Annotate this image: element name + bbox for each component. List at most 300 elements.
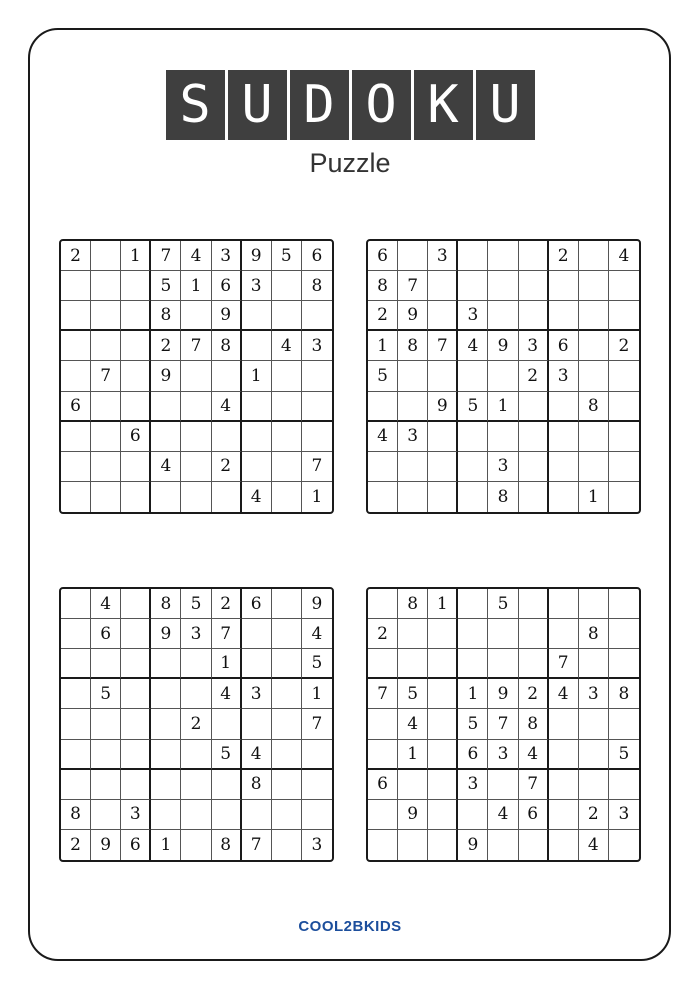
sudoku-cell[interactable]: 2 xyxy=(609,331,639,361)
sudoku-cell[interactable]: 3 xyxy=(242,271,272,301)
sudoku-cell[interactable]: 2 xyxy=(368,301,398,331)
sudoku-cell[interactable]: 3 xyxy=(488,452,518,482)
sudoku-cell[interactable]: 1 xyxy=(181,271,211,301)
sudoku-cell[interactable] xyxy=(609,649,639,679)
sudoku-cell[interactable]: 7 xyxy=(91,361,121,391)
sudoku-cell[interactable] xyxy=(549,800,579,830)
sudoku-cell[interactable]: 4 xyxy=(272,331,302,361)
sudoku-cell[interactable] xyxy=(488,271,518,301)
sudoku-cell[interactable]: 7 xyxy=(302,709,332,739)
sudoku-cell[interactable]: 8 xyxy=(488,482,518,512)
sudoku-cell[interactable]: 1 xyxy=(121,241,151,271)
sudoku-cell[interactable] xyxy=(579,241,609,271)
sudoku-cell[interactable] xyxy=(368,830,398,860)
sudoku-cell[interactable] xyxy=(181,422,211,452)
sudoku-cell[interactable]: 5 xyxy=(302,649,332,679)
sudoku-cell[interactable] xyxy=(151,740,181,770)
sudoku-cell[interactable] xyxy=(302,422,332,452)
sudoku-cell[interactable]: 3 xyxy=(242,679,272,709)
sudoku-cell[interactable]: 1 xyxy=(488,392,518,422)
sudoku-cell[interactable]: 1 xyxy=(151,830,181,860)
sudoku-cell[interactable] xyxy=(549,301,579,331)
sudoku-cell[interactable] xyxy=(61,770,91,800)
sudoku-cell[interactable] xyxy=(488,422,518,452)
sudoku-cell[interactable] xyxy=(549,740,579,770)
sudoku-cell[interactable] xyxy=(579,301,609,331)
sudoku-cell[interactable]: 7 xyxy=(181,331,211,361)
sudoku-cell[interactable] xyxy=(61,482,91,512)
sudoku-cell[interactable]: 4 xyxy=(91,589,121,619)
sudoku-cell[interactable] xyxy=(151,392,181,422)
sudoku-cell[interactable]: 7 xyxy=(519,770,549,800)
sudoku-cell[interactable] xyxy=(549,619,579,649)
sudoku-cell[interactable]: 3 xyxy=(609,800,639,830)
sudoku-cell[interactable]: 6 xyxy=(121,830,151,860)
sudoku-cell[interactable]: 3 xyxy=(458,301,488,331)
sudoku-cell[interactable] xyxy=(428,619,458,649)
sudoku-cell[interactable] xyxy=(212,361,242,391)
sudoku-cell[interactable]: 6 xyxy=(549,331,579,361)
sudoku-cell[interactable] xyxy=(609,271,639,301)
sudoku-cell[interactable] xyxy=(488,619,518,649)
sudoku-cell[interactable]: 2 xyxy=(151,331,181,361)
sudoku-cell[interactable] xyxy=(302,800,332,830)
sudoku-cell[interactable] xyxy=(272,709,302,739)
sudoku-cell[interactable] xyxy=(91,392,121,422)
sudoku-cell[interactable] xyxy=(458,800,488,830)
sudoku-cell[interactable] xyxy=(458,482,488,512)
sudoku-cell[interactable] xyxy=(181,649,211,679)
sudoku-cell[interactable]: 3 xyxy=(311,834,323,855)
sudoku-cell[interactable]: 2 xyxy=(549,241,579,271)
sudoku-cell[interactable]: 3 xyxy=(488,740,518,770)
sudoku-cell[interactable]: 5 xyxy=(488,589,518,619)
sudoku-cell[interactable] xyxy=(181,770,211,800)
sudoku-cell[interactable]: 8 xyxy=(151,589,181,619)
sudoku-cell[interactable]: 1 xyxy=(398,740,428,770)
sudoku-cell[interactable] xyxy=(91,301,121,331)
sudoku-cell[interactable] xyxy=(272,589,302,619)
sudoku-cell[interactable] xyxy=(61,271,91,301)
sudoku-cell[interactable]: 8 xyxy=(302,271,332,301)
sudoku-cell[interactable]: 3 xyxy=(428,241,458,271)
sudoku-cell[interactable]: 3 xyxy=(519,331,549,361)
sudoku-cell[interactable] xyxy=(151,649,181,679)
sudoku-cell[interactable]: 2 xyxy=(212,452,242,482)
sudoku-cell[interactable] xyxy=(242,392,272,422)
sudoku-cell[interactable]: 6 xyxy=(519,800,549,830)
sudoku-cell[interactable]: 1 xyxy=(242,361,272,391)
sudoku-cell[interactable] xyxy=(212,709,242,739)
sudoku-cell[interactable]: 9 xyxy=(302,589,332,619)
sudoku-cell[interactable] xyxy=(151,482,181,512)
sudoku-cell[interactable] xyxy=(272,452,302,482)
sudoku-cell[interactable] xyxy=(272,619,302,649)
sudoku-cell[interactable] xyxy=(91,709,121,739)
sudoku-cell[interactable] xyxy=(61,361,91,391)
sudoku-cell[interactable] xyxy=(91,482,121,512)
sudoku-cell[interactable] xyxy=(428,361,458,391)
sudoku-cell[interactable] xyxy=(242,331,272,361)
sudoku-cell[interactable]: 9 xyxy=(212,301,242,331)
sudoku-cell[interactable]: 9 xyxy=(91,830,121,860)
sudoku-cell[interactable] xyxy=(519,241,549,271)
sudoku-cell[interactable] xyxy=(91,452,121,482)
sudoku-cell[interactable] xyxy=(91,331,121,361)
sudoku-cell[interactable] xyxy=(272,770,302,800)
sudoku-cell[interactable] xyxy=(428,271,458,301)
sudoku-cell[interactable] xyxy=(368,709,398,739)
sudoku-cell[interactable] xyxy=(272,361,302,391)
sudoku-cell[interactable]: 3 xyxy=(549,361,579,391)
sudoku-cell[interactable] xyxy=(272,392,302,422)
sudoku-cell[interactable]: 8 xyxy=(61,800,91,830)
sudoku-cell[interactable] xyxy=(91,800,121,830)
sudoku-cell[interactable] xyxy=(428,422,458,452)
sudoku-cell[interactable]: 4 xyxy=(212,392,242,422)
sudoku-cell[interactable] xyxy=(91,271,121,301)
sudoku-cell[interactable]: 8 xyxy=(579,619,609,649)
sudoku-cell[interactable] xyxy=(519,301,549,331)
sudoku-cell[interactable] xyxy=(428,649,458,679)
sudoku-cell[interactable] xyxy=(272,679,302,709)
sudoku-cell[interactable] xyxy=(242,301,272,331)
sudoku-cell[interactable] xyxy=(519,422,549,452)
sudoku-cell[interactable] xyxy=(398,619,428,649)
sudoku-cell[interactable]: 4 xyxy=(181,241,211,271)
sudoku-cell[interactable] xyxy=(242,709,272,739)
sudoku-cell[interactable] xyxy=(272,301,302,331)
sudoku-cell[interactable] xyxy=(151,800,181,830)
sudoku-cell[interactable]: 8 xyxy=(579,392,609,422)
sudoku-cell[interactable]: 4 xyxy=(242,482,272,512)
sudoku-cell[interactable]: 9 xyxy=(488,331,518,361)
sudoku-cell[interactable] xyxy=(368,589,398,619)
sudoku-cell[interactable]: 4 xyxy=(302,619,332,649)
sudoku-cell[interactable] xyxy=(549,830,579,860)
sudoku-cell[interactable] xyxy=(272,271,302,301)
sudoku-cell[interactable] xyxy=(302,770,332,800)
sudoku-cell[interactable] xyxy=(151,679,181,709)
sudoku-cell[interactable] xyxy=(549,271,579,301)
sudoku-cell[interactable]: 5 xyxy=(458,709,488,739)
sudoku-cell[interactable]: 6 xyxy=(212,271,242,301)
sudoku-cell[interactable]: 9 xyxy=(428,392,458,422)
sudoku-cell[interactable] xyxy=(549,709,579,739)
sudoku-cell[interactable]: 4 xyxy=(368,422,398,452)
sudoku-cell[interactable] xyxy=(428,740,458,770)
sudoku-cell[interactable] xyxy=(61,331,91,361)
sudoku-cell[interactable] xyxy=(458,649,488,679)
sudoku-cell[interactable] xyxy=(488,361,518,391)
sudoku-cell[interactable] xyxy=(121,452,151,482)
sudoku-cell[interactable] xyxy=(609,422,639,452)
sudoku-cell[interactable]: 9 xyxy=(398,301,428,331)
sudoku-cell[interactable] xyxy=(519,589,549,619)
sudoku-cell[interactable]: 1 xyxy=(212,649,242,679)
sudoku-cell[interactable] xyxy=(121,770,151,800)
sudoku-cell[interactable] xyxy=(579,709,609,739)
sudoku-cell[interactable] xyxy=(428,452,458,482)
sudoku-cell[interactable]: 8 xyxy=(609,679,639,709)
sudoku-cell[interactable]: 3 xyxy=(458,770,488,800)
sudoku-cell[interactable] xyxy=(242,619,272,649)
sudoku-cell[interactable] xyxy=(488,830,518,860)
sudoku-cell[interactable]: 7 xyxy=(428,331,458,361)
sudoku-cell[interactable] xyxy=(272,800,302,830)
sudoku-cell[interactable] xyxy=(609,589,639,619)
sudoku-cell[interactable]: 1 xyxy=(368,331,398,361)
sudoku-cell[interactable] xyxy=(61,452,91,482)
sudoku-cell[interactable] xyxy=(368,482,398,512)
sudoku-cell[interactable] xyxy=(61,619,91,649)
sudoku-cell[interactable] xyxy=(212,770,242,800)
sudoku-cell[interactable]: 9 xyxy=(458,830,488,860)
sudoku-cell[interactable]: 1 xyxy=(311,486,323,507)
sudoku-cell[interactable] xyxy=(212,482,242,512)
sudoku-cell[interactable] xyxy=(242,422,272,452)
sudoku-cell[interactable] xyxy=(151,770,181,800)
sudoku-cell[interactable]: 7 xyxy=(302,452,332,482)
sudoku-cell[interactable] xyxy=(549,422,579,452)
sudoku-cell[interactable]: 6 xyxy=(121,422,151,452)
sudoku-cell[interactable]: 5 xyxy=(151,271,181,301)
sudoku-cell[interactable] xyxy=(609,770,639,800)
sudoku-cell[interactable]: 7 xyxy=(488,709,518,739)
sudoku-cell[interactable]: 2 xyxy=(61,241,91,271)
sudoku-cell[interactable] xyxy=(272,740,302,770)
sudoku-cell[interactable] xyxy=(519,452,549,482)
sudoku-cell[interactable] xyxy=(428,679,458,709)
sudoku-cell[interactable]: 3 xyxy=(398,422,428,452)
sudoku-cell[interactable] xyxy=(519,392,549,422)
sudoku-cell[interactable] xyxy=(549,482,579,512)
sudoku-cell[interactable] xyxy=(579,770,609,800)
sudoku-cell[interactable] xyxy=(609,482,639,512)
sudoku-cell[interactable]: 4 xyxy=(519,740,549,770)
sudoku-cell[interactable] xyxy=(458,241,488,271)
sudoku-cell[interactable] xyxy=(428,301,458,331)
sudoku-cell[interactable] xyxy=(91,740,121,770)
sudoku-cell[interactable]: 7 xyxy=(151,241,181,271)
sudoku-cell[interactable] xyxy=(91,770,121,800)
sudoku-cell[interactable]: 8 xyxy=(368,271,398,301)
sudoku-cell[interactable] xyxy=(151,422,181,452)
sudoku-cell[interactable] xyxy=(242,800,272,830)
sudoku-cell[interactable]: 2 xyxy=(579,800,609,830)
sudoku-cell[interactable]: 8 xyxy=(242,770,272,800)
sudoku-cell[interactable] xyxy=(609,830,639,860)
sudoku-cell[interactable] xyxy=(61,589,91,619)
sudoku-cell[interactable] xyxy=(181,482,211,512)
sudoku-cell[interactable] xyxy=(458,422,488,452)
sudoku-cell[interactable]: 4 xyxy=(151,452,181,482)
sudoku-cell[interactable]: 1 xyxy=(579,482,609,512)
sudoku-cell[interactable] xyxy=(519,271,549,301)
sudoku-cell[interactable]: 1 xyxy=(458,679,488,709)
sudoku-cell[interactable]: 6 xyxy=(91,619,121,649)
sudoku-cell[interactable] xyxy=(398,649,428,679)
sudoku-cell[interactable] xyxy=(212,422,242,452)
sudoku-cell[interactable] xyxy=(519,482,549,512)
sudoku-cell[interactable]: 4 xyxy=(398,709,428,739)
sudoku-cell[interactable] xyxy=(368,800,398,830)
sudoku-cell[interactable] xyxy=(398,241,428,271)
sudoku-cell[interactable]: 9 xyxy=(151,361,181,391)
sudoku-cell[interactable] xyxy=(181,452,211,482)
sudoku-cell[interactable] xyxy=(368,452,398,482)
sudoku-cell[interactable] xyxy=(428,482,458,512)
sudoku-cell[interactable]: 6 xyxy=(302,241,332,271)
sudoku-cell[interactable]: 4 xyxy=(458,331,488,361)
sudoku-cell[interactable]: 9 xyxy=(398,800,428,830)
sudoku-cell[interactable]: 4 xyxy=(488,800,518,830)
sudoku-cell[interactable] xyxy=(272,482,302,512)
sudoku-cell[interactable] xyxy=(549,452,579,482)
sudoku-cell[interactable] xyxy=(519,649,549,679)
sudoku-cell[interactable] xyxy=(398,452,428,482)
sudoku-cell[interactable] xyxy=(242,649,272,679)
sudoku-cell[interactable] xyxy=(121,679,151,709)
sudoku-cell[interactable] xyxy=(61,679,91,709)
sudoku-cell[interactable]: 9 xyxy=(488,679,518,709)
sudoku-cell[interactable] xyxy=(368,740,398,770)
sudoku-cell[interactable]: 7 xyxy=(212,619,242,649)
sudoku-cell[interactable]: 6 xyxy=(458,740,488,770)
sudoku-cell[interactable]: 2 xyxy=(368,619,398,649)
sudoku-cell[interactable]: 7 xyxy=(368,679,398,709)
sudoku-cell[interactable] xyxy=(91,422,121,452)
sudoku-cell[interactable] xyxy=(549,589,579,619)
sudoku-cell[interactable] xyxy=(398,830,428,860)
sudoku-cell[interactable] xyxy=(121,482,151,512)
sudoku-cell[interactable]: 2 xyxy=(212,589,242,619)
sudoku-cell[interactable]: 7 xyxy=(242,830,272,860)
sudoku-cell[interactable]: 5 xyxy=(609,740,639,770)
sudoku-cell[interactable]: 8 xyxy=(212,830,242,860)
sudoku-cell[interactable]: 2 xyxy=(519,361,549,391)
sudoku-cell[interactable] xyxy=(61,649,91,679)
sudoku-cell[interactable]: 4 xyxy=(579,830,609,860)
sudoku-cell[interactable]: 7 xyxy=(549,649,579,679)
sudoku-cell[interactable]: 2 xyxy=(181,709,211,739)
sudoku-cell[interactable] xyxy=(579,361,609,391)
sudoku-cell[interactable] xyxy=(181,800,211,830)
sudoku-cell[interactable] xyxy=(579,422,609,452)
sudoku-cell[interactable] xyxy=(488,770,518,800)
sudoku-cell[interactable] xyxy=(549,392,579,422)
sudoku-cell[interactable] xyxy=(91,241,121,271)
sudoku-cell[interactable]: 5 xyxy=(272,241,302,271)
sudoku-cell[interactable] xyxy=(302,301,332,331)
sudoku-cell[interactable]: 8 xyxy=(519,709,549,739)
sudoku-cell[interactable] xyxy=(428,770,458,800)
sudoku-cell[interactable]: 2 xyxy=(61,830,91,860)
sudoku-cell[interactable] xyxy=(609,709,639,739)
sudoku-cell[interactable]: 6 xyxy=(61,392,91,422)
sudoku-cell[interactable] xyxy=(121,709,151,739)
sudoku-cell[interactable]: 5 xyxy=(458,392,488,422)
sudoku-cell[interactable]: 2 xyxy=(519,679,549,709)
sudoku-cell[interactable] xyxy=(302,361,332,391)
sudoku-cell[interactable] xyxy=(579,649,609,679)
sudoku-cell[interactable] xyxy=(609,392,639,422)
sudoku-cell[interactable] xyxy=(488,649,518,679)
sudoku-cell[interactable] xyxy=(91,649,121,679)
sudoku-cell[interactable] xyxy=(121,649,151,679)
sudoku-cell[interactable] xyxy=(121,740,151,770)
sudoku-cell[interactable] xyxy=(458,361,488,391)
sudoku-cell[interactable] xyxy=(579,589,609,619)
sudoku-cell[interactable] xyxy=(458,452,488,482)
sudoku-cell[interactable] xyxy=(519,830,549,860)
sudoku-cell[interactable]: 5 xyxy=(212,740,242,770)
sudoku-cell[interactable]: 8 xyxy=(398,589,428,619)
sudoku-cell[interactable] xyxy=(579,740,609,770)
sudoku-cell[interactable] xyxy=(121,589,151,619)
sudoku-cell[interactable] xyxy=(181,679,211,709)
sudoku-cell[interactable]: 6 xyxy=(368,770,398,800)
sudoku-cell[interactable]: 3 xyxy=(212,241,242,271)
sudoku-cell[interactable] xyxy=(272,422,302,452)
sudoku-cell[interactable]: 9 xyxy=(151,619,181,649)
sudoku-cell[interactable] xyxy=(181,740,211,770)
sudoku-cell[interactable] xyxy=(181,392,211,422)
sudoku-cell[interactable] xyxy=(579,452,609,482)
sudoku-cell[interactable] xyxy=(121,301,151,331)
sudoku-cell[interactable]: 8 xyxy=(151,301,181,331)
sudoku-cell[interactable]: 1 xyxy=(302,679,332,709)
sudoku-cell[interactable] xyxy=(181,830,211,860)
sudoku-cell[interactable] xyxy=(121,392,151,422)
sudoku-cell[interactable] xyxy=(368,649,398,679)
sudoku-cell[interactable] xyxy=(579,271,609,301)
sudoku-cell[interactable] xyxy=(398,482,428,512)
sudoku-cell[interactable] xyxy=(61,422,91,452)
sudoku-cell[interactable]: 8 xyxy=(212,331,242,361)
sudoku-cell[interactable] xyxy=(272,649,302,679)
sudoku-cell[interactable] xyxy=(458,619,488,649)
sudoku-cell[interactable]: 4 xyxy=(212,679,242,709)
sudoku-cell[interactable] xyxy=(428,830,458,860)
sudoku-cell[interactable]: 3 xyxy=(181,619,211,649)
sudoku-cell[interactable]: 4 xyxy=(242,740,272,770)
sudoku-cell[interactable]: 3 xyxy=(302,331,332,361)
sudoku-cell[interactable] xyxy=(488,301,518,331)
sudoku-cell[interactable]: 5 xyxy=(368,361,398,391)
sudoku-cell[interactable] xyxy=(609,452,639,482)
sudoku-cell[interactable]: 5 xyxy=(181,589,211,619)
sudoku-cell[interactable]: 4 xyxy=(609,241,639,271)
sudoku-cell[interactable] xyxy=(302,392,332,422)
sudoku-cell[interactable]: 6 xyxy=(368,241,398,271)
sudoku-cell[interactable]: 5 xyxy=(398,679,428,709)
sudoku-cell[interactable] xyxy=(609,619,639,649)
sudoku-cell[interactable] xyxy=(61,301,91,331)
sudoku-cell[interactable] xyxy=(428,709,458,739)
sudoku-cell[interactable] xyxy=(181,301,211,331)
sudoku-cell[interactable]: 9 xyxy=(242,241,272,271)
sudoku-cell[interactable]: 4 xyxy=(549,679,579,709)
sudoku-cell[interactable] xyxy=(398,361,428,391)
sudoku-cell[interactable] xyxy=(488,241,518,271)
sudoku-cell[interactable] xyxy=(428,800,458,830)
sudoku-cell[interactable]: 3 xyxy=(121,800,151,830)
sudoku-cell[interactable] xyxy=(272,830,302,860)
sudoku-cell[interactable] xyxy=(151,709,181,739)
sudoku-cell[interactable] xyxy=(121,331,151,361)
sudoku-cell[interactable]: 7 xyxy=(398,271,428,301)
